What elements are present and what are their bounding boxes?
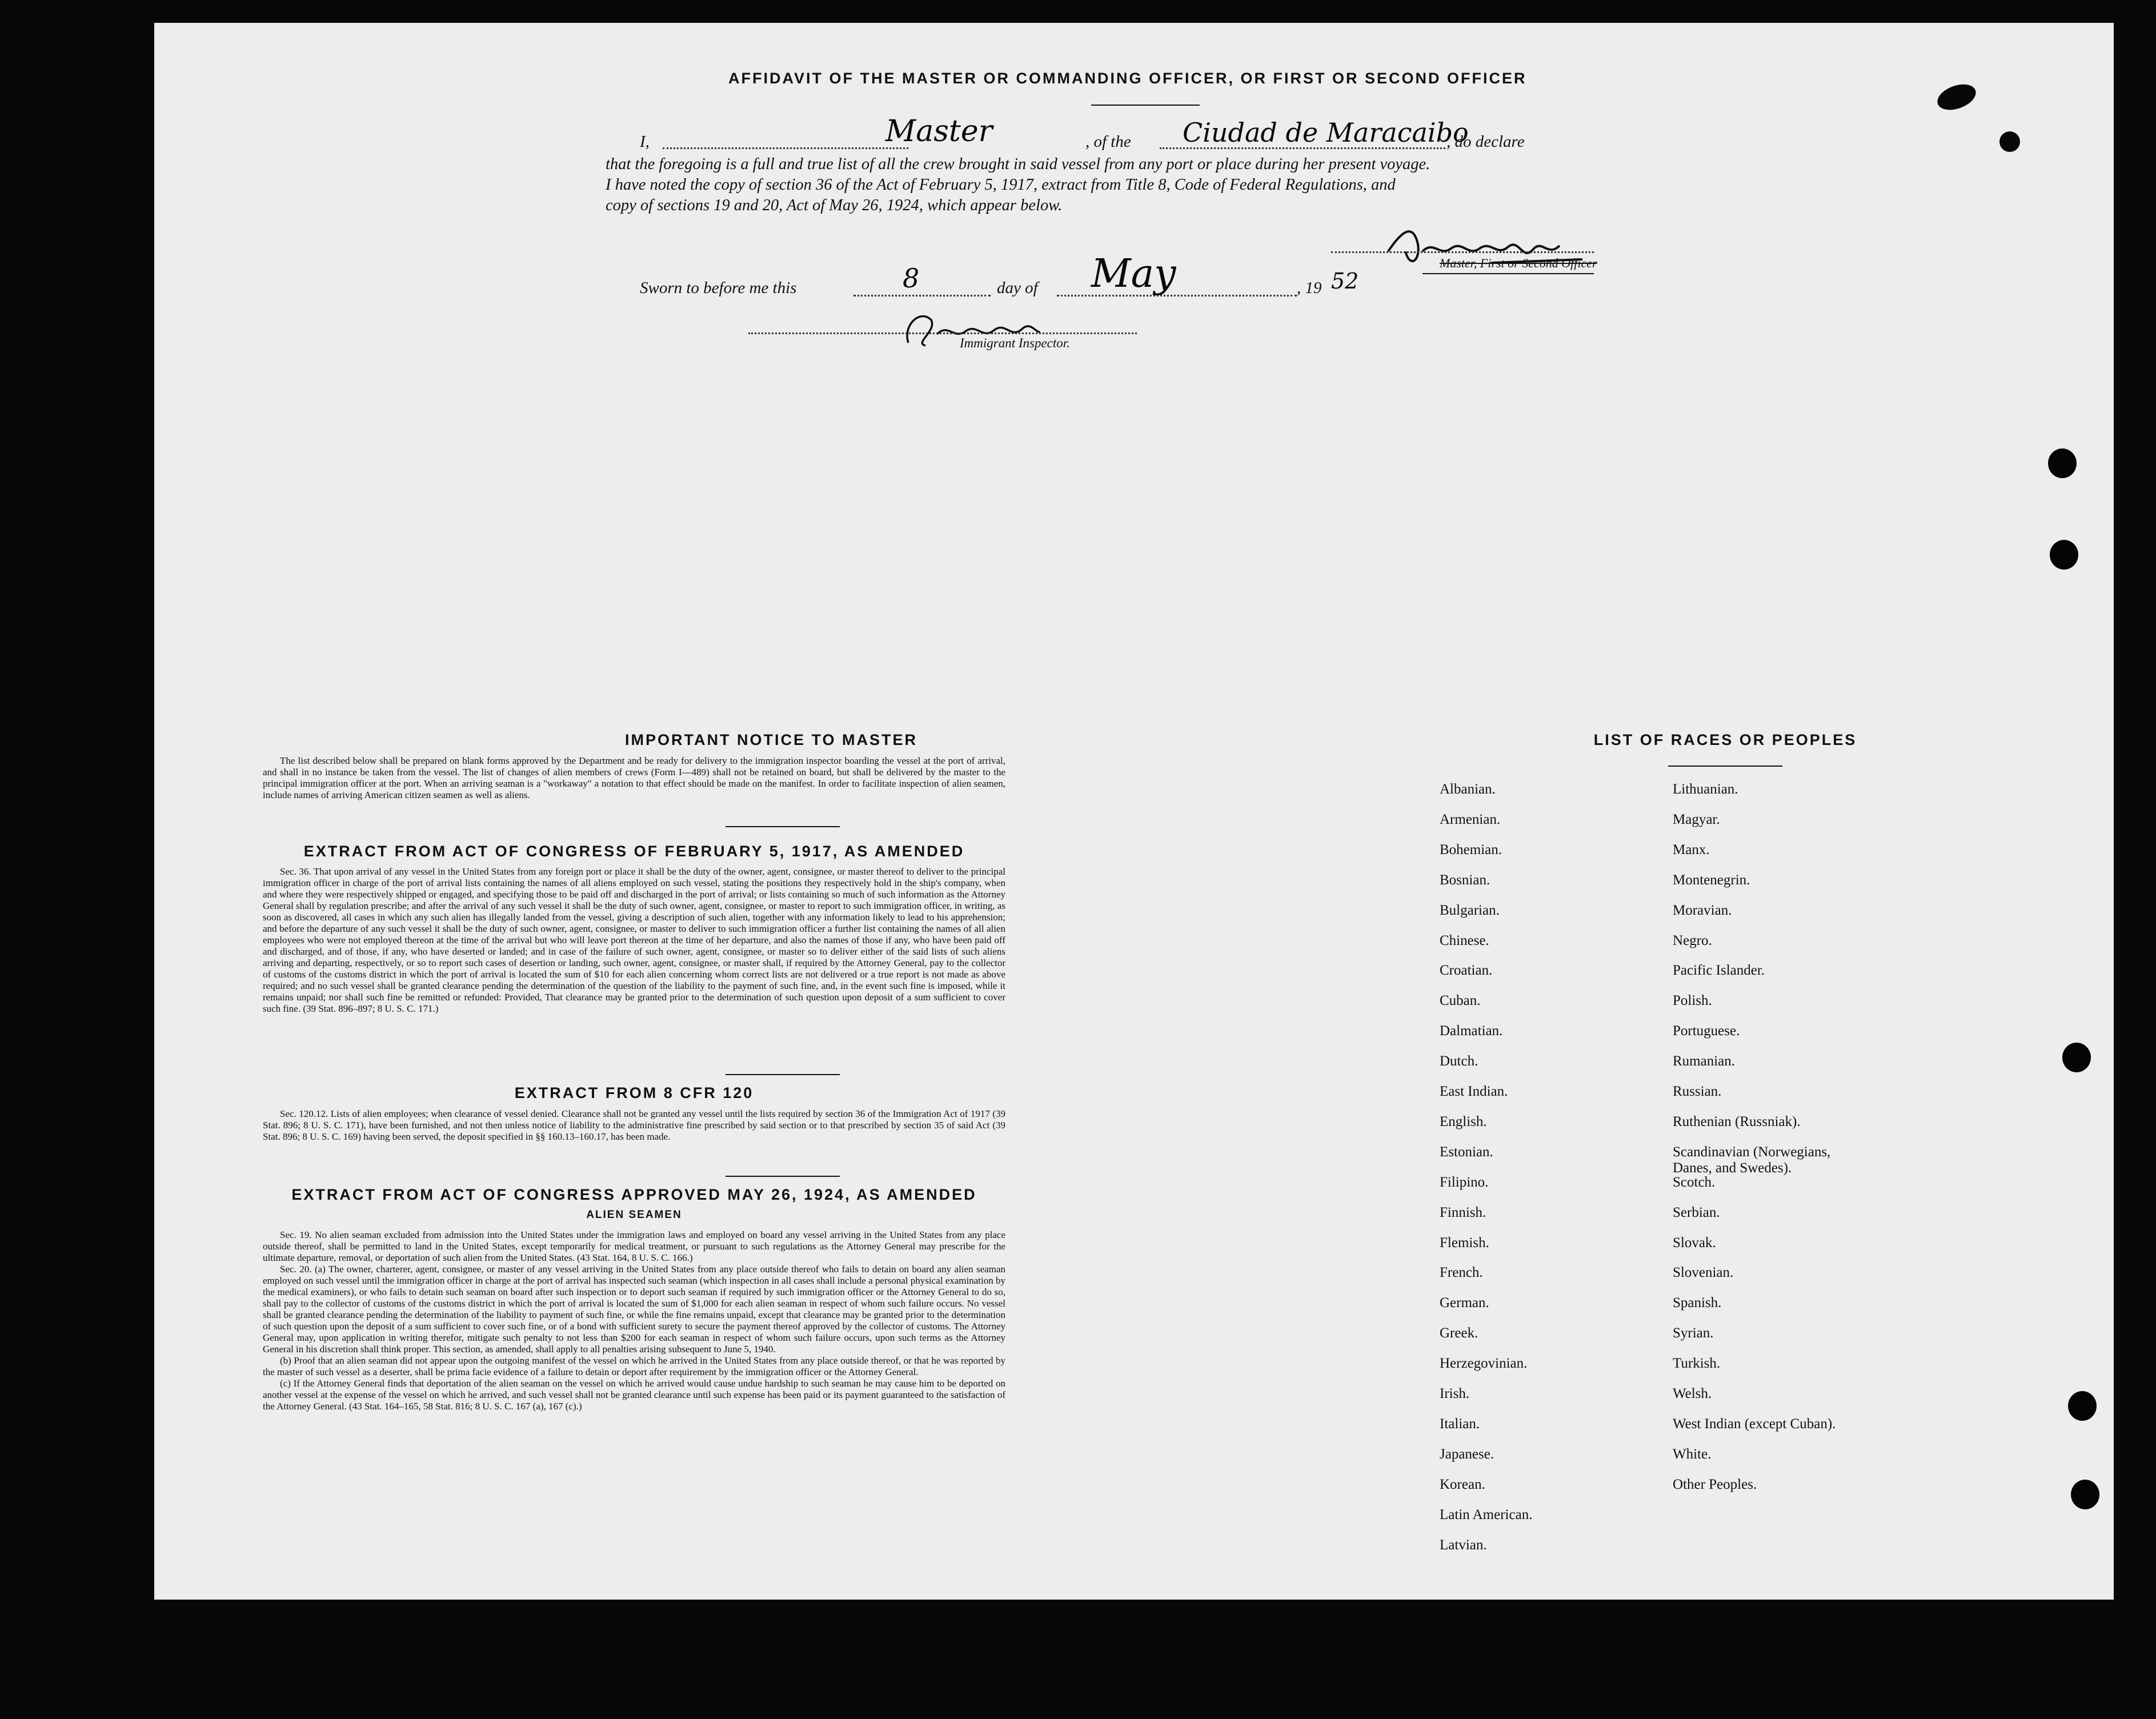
race-item: Herzegovinian.: [1440, 1356, 1528, 1372]
ink-blot-mark: [1934, 79, 1979, 115]
race-item: Latvian.: [1440, 1537, 1487, 1553]
extract3-subtitle: ALIEN SEAMEN: [586, 1209, 682, 1221]
race-item: Japanese.: [1440, 1446, 1494, 1462]
extract2-text: Sec. 120.12. Lists of alien employees; when clearance of vessel denied. Clearance shall not be granted any vessel until the lists required by section 36 of the Immigration Act of 1917 (39 Stat. 896; 8 U. S. C. 171), have been furnished, and not then unless notice of liability to the administrative fine prescribed by said section or to that prescribed by section 35 of said Act (39 Stat. 896; 8 U. S. C. 169) having been served, the deposit specified in §§ 160.13–160.17, has been made.: [263, 1108, 1005, 1142]
inspector-title: Immigrant Inspector.: [960, 336, 1070, 350]
race-item: Slovenian.: [1673, 1265, 1734, 1281]
race-item: Welsh.: [1673, 1386, 1712, 1401]
extract3-sec20c: (c) If the Attorney General finds that deportation of the alien seaman on the vessel on which he arrived would cause undue hardship to such seaman he may cause him to be deported on another vessel at the expense of the vessel on which he arrived, and such vessel shall not be granted clearance until such expense has been paid or its payment guaranteed to the satisfaction of the Attorney General. (43 Stat. 164–165, 58 Stat. 816; 8 U. S. C. 167 (a), 167 (c).): [263, 1378, 1005, 1412]
punch-hole: [2068, 1391, 2097, 1421]
extract2-title: EXTRACT FROM 8 CFR 120: [514, 1084, 754, 1101]
race-item: East Indian.: [1440, 1084, 1508, 1099]
race-item: Armenian.: [1440, 811, 1501, 827]
race-item: Other Peoples.: [1673, 1476, 1757, 1492]
race-item: Italian.: [1440, 1416, 1480, 1432]
extract2-rule: [726, 1176, 840, 1177]
affidavit-line-4: copy of sections 19 and 20, Act of May 26, 1924, which appear below.: [606, 197, 1063, 214]
officer-title-strike: [1422, 273, 1594, 274]
race-item: French.: [1440, 1265, 1483, 1281]
race-item: Spanish.: [1673, 1295, 1722, 1311]
race-item: Rumanian.: [1673, 1053, 1736, 1069]
race-item: Negro.: [1673, 932, 1712, 948]
manifest-sheet: [154, 23, 2114, 1600]
race-item: West Indian (except Cuban).: [1673, 1416, 1836, 1432]
vessel-name-handwritten: Ciudad de Maracaibo: [1183, 117, 1469, 148]
affidavit-i-label: I,: [640, 133, 650, 151]
month-handwritten: May: [1091, 251, 1176, 296]
sworn-label: Sworn to before me this: [640, 279, 797, 297]
race-item: Dalmatian.: [1440, 1023, 1503, 1039]
race-item: Bulgarian.: [1440, 902, 1500, 918]
extract1-rule: [726, 1074, 840, 1075]
race-item: Chinese.: [1440, 932, 1489, 948]
race-item: Bohemian.: [1440, 842, 1502, 858]
race-item: Croatian.: [1440, 963, 1493, 979]
race-item: Magyar.: [1673, 811, 1720, 827]
race-item: Estonian.: [1440, 1144, 1493, 1160]
race-item: Manx.: [1673, 842, 1710, 858]
race-item: English.: [1440, 1113, 1487, 1129]
ink-spot-mark: [1999, 131, 2020, 152]
race-item: Moravian.: [1673, 902, 1732, 918]
extract3-sec20b: (b) Proof that an alien seaman did not appear upon the outgoing manifest of the vessel on which he arrived in the United States from any place outside thereof, or that he was reported by the master of such vessel as a deserter, shall be prima facie evidence of a failure to detain or deport after requirement by the immigration officer or the Attorney General.: [263, 1355, 1005, 1377]
affidavit-line-2: that the foregoing is a full and true list of all the crew brought in said vessel from any port or place during her present voyage.: [606, 155, 1430, 173]
race-item: Filipino.: [1440, 1174, 1489, 1190]
race-item: Russian.: [1673, 1084, 1722, 1099]
race-item: Syrian.: [1673, 1325, 1714, 1341]
punch-hole: [2050, 540, 2078, 570]
race-item: Serbian.: [1673, 1204, 1720, 1220]
day-of-label: day of: [997, 279, 1038, 297]
race-item: Lithuanian.: [1673, 782, 1738, 797]
race-item: Ruthenian (Russniak).: [1673, 1113, 1801, 1129]
extract3-sec20a: Sec. 20. (a) The owner, charterer, agent, consignee, or master of any vessel arriving in the United States from any place outside thereof who fails to detain on board any alien seaman employed on such vessel until the immigration officer in charge at the port of arrival has inspected such seaman (which inspection in all cases shall include a personal physical examination by the medical examiners), or who fails to detain such seaman on board after such inspection or to deport such seaman if required by such immigration officer or the Attorney General to do so, shall pay to the collector of customs of the customs district in which the port of arrival is located the sum of $1,000 for each alien seaman in respect of whom such failure occurs. No vessel shall be granted clearance pending the determination of the liability to payment of such fine, or while the fine remains unpaid, except that clearance may be granted prior to the determination of such question upon the deposit of a sum sufficient to cover such fine, or of a bond with sufficient surety to secure the payment thereof approved by the collector of customs. The Attorney General may, upon application in writing therefor, mitigate such penalty to not less than $200 for each seaman in respect of whom such failure occurs, upon such terms as the Attorney General in his discretion shall think proper. This section, as amended, shall apply to all penalties arising subsequent to June 5, 1940.: [263, 1264, 1005, 1355]
race-item: Albanian.: [1440, 782, 1496, 797]
notice-text: The list described below shall be prepared on blank forms approved by the Department and be ready for delivery to the immigration inspector boarding the vessel at the port of arrival, and shall in no instance be taken from the vessel. The list of changes of alien members of crews (Form I—489) shall not be retained on board, but shall be delivered by the master to the principal immigration officer at the port. When an arriving seaman is a "workaway" a notation to that effect should be made on the manifest. In order to facilitate inspection of alien seamen, include names of arriving American citizen seamen as well as aliens.: [263, 755, 1005, 800]
race-item: Greek.: [1440, 1325, 1478, 1341]
race-item: Slovak.: [1673, 1235, 1716, 1251]
extract1-text: Sec. 36. That upon arrival of any vessel in the United States from any foreign port or place it shall be the duty of the owner, agent, consignee, or master thereof to deliver to the principal immigration officer in charge of the port of arrival lists containing the names of all aliens employed on such vessel, stating the positions they respectively hold in the ship's company, when and where they were respectively shipped or engaged, and specifying those to be paid off and discharged in the port of arrival; or lists containing so much of such information as the Attorney General shall by regulation prescribe; and after the arrival of any such vessel it shall be the duty of such owner, agent, consignee, or master to report to such immigration officer, in writing, as soon as discovered, all cases in which any such alien has illegally landed from the vessel, giving a description of such alien, together with any information likely to lead to his apprehension; and before the departure of any such vessel it shall be the duty of such owner, agent, consignee, or master to deliver to such immigration officer a further list containing the names of all alien employees who were not employed thereon at the time of the arrival but who will leave port thereon at the time of her departure, and also the names of those if any, who have been paid off and discharged, and of those, if any, who have deserted or landed; and in case of the failure of such owner, agent, consignee, or master so to deliver either of the said lists of such aliens arriving and departing, respectively, or so to report such cases of desertion or landing, such owner, agent, consignee, or master shall, if required by the Attorney General, pay to the collector of customs of the customs district in which the port of arrival is located the sum of $10 for each alien concerning whom correct lists are not delivered or a true report is not made as above required; and no such vessel shall be granted clearance pending the determination of the question of the liability to the payment of such fine, and, in the event such fine is imposed, while it remains unpaid; nor shall such fine be remitted or refunded: Provided, That clearance may be granted prior to the determination of such question upon deposit of a sum sufficient to cover such fine. (39 Stat. 896–897; 8 U. S. C. 171.): [263, 866, 1005, 1014]
extract3-title: EXTRACT FROM ACT OF CONGRESS APPROVED MAY 26, 1924, AS AMENDED: [291, 1186, 977, 1203]
race-item: Bosnian.: [1440, 872, 1490, 888]
race-item: Scotch.: [1673, 1174, 1716, 1190]
punch-hole: [2071, 1480, 2099, 1509]
extract3-sec19: Sec. 19. No alien seaman excluded from admission into the United States under the immigration laws and employed on board any vessel arriving in the United States from any place outside thereof, shall be permitted to land in the United States, except temporarily for medical treatment, or pursuant to such regulations as the Attorney General may prescribe for the ultimate departure, removal, or deportation of such alien from the United States. (43 Stat. 164, 8 U. S. C. 166.): [263, 1229, 1005, 1263]
officer-name-handwritten: Master: [885, 114, 993, 149]
year-handwritten: 52: [1331, 269, 1359, 294]
race-item: White.: [1673, 1446, 1712, 1462]
punch-hole: [2062, 1043, 2091, 1072]
of-the-label: , of the: [1085, 133, 1131, 151]
race-item: Pacific Islander.: [1673, 963, 1765, 979]
extract3-text: [263, 1229, 1005, 1412]
officer-title: Master, First or Second Officer: [1440, 256, 1597, 270]
race-item: Scandinavian (Norwegians,: [1673, 1144, 1831, 1160]
day-handwritten: 8: [903, 263, 920, 294]
race-item: Dutch.: [1440, 1053, 1478, 1069]
race-item: Korean.: [1440, 1476, 1485, 1492]
notice-rule: [726, 826, 840, 827]
race-item: Cuban.: [1440, 993, 1481, 1009]
do-declare-label: , do declare: [1446, 133, 1525, 151]
title-rule: [1091, 105, 1200, 106]
race-item: Danes, and Swedes).: [1673, 1160, 1792, 1176]
year-prefix: , 19: [1297, 279, 1322, 297]
signature-line: [1331, 251, 1594, 253]
race-item: Finnish.: [1440, 1204, 1486, 1220]
day-line: [853, 295, 991, 296]
race-item: Latin American.: [1440, 1506, 1533, 1522]
race-item: Portuguese.: [1673, 1023, 1740, 1039]
race-item: Turkish.: [1673, 1356, 1721, 1372]
extract1-title: EXTRACT FROM ACT OF CONGRESS OF FEBRUARY 5, 1917, AS AMENDED: [303, 843, 965, 860]
notice-title: IMPORTANT NOTICE TO MASTER: [625, 731, 917, 748]
officer-name-line: [663, 147, 908, 149]
races-title: LIST OF RACES OR PEOPLES: [1593, 731, 1857, 748]
races-rule: [1668, 766, 1782, 767]
race-item: Flemish.: [1440, 1235, 1489, 1251]
affidavit-line-3: I have noted the copy of section 36 of the Act of February 5, 1917, extract from Title 8, Code of Federal Regulations, and: [606, 176, 1396, 194]
race-item: Polish.: [1673, 993, 1712, 1009]
race-item: Irish.: [1440, 1386, 1470, 1401]
punch-hole: [2048, 448, 2077, 478]
race-item: German.: [1440, 1295, 1489, 1311]
affidavit-title: AFFIDAVIT OF THE MASTER OR COMMANDING OFFICER, OR FIRST OR SECOND OFFICER: [728, 70, 1527, 87]
inspector-line: [748, 332, 1137, 334]
race-item: Montenegrin.: [1673, 872, 1750, 888]
